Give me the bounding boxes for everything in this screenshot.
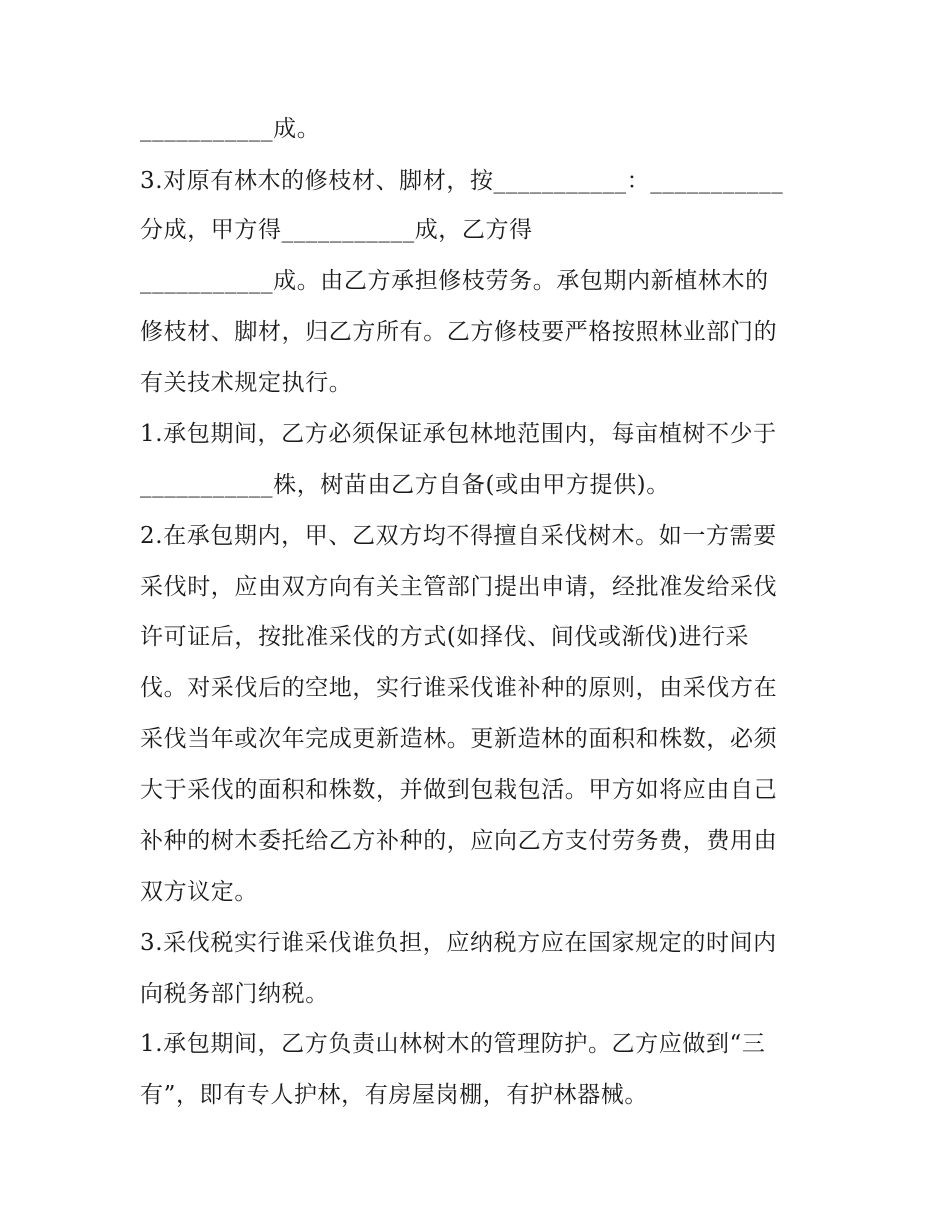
text-line: 大于采伐的面积和株数，并做到包栽包活。甲方如将应由自己 [140, 777, 778, 803]
text-line: 双方议定。 [140, 879, 258, 905]
text-line: 伐。对采伐后的空地，实行谁采伐谁补种的原则，由采伐方在 [140, 675, 778, 701]
text-line: 1.承包期间，乙方负责山林树木的管理防护。乙方应做到“三 [140, 1031, 766, 1057]
text-line: 2.在承包期内，甲、乙双方均不得擅自采伐树木。如一方需要 [140, 523, 777, 549]
text-line: 向税务部门纳税。 [140, 981, 329, 1007]
text-line: 补种的树木委托给乙方补种的，应向乙方支付劳务费，费用由 [140, 828, 778, 854]
text-line: 分成，甲方得___________成，乙方得 [140, 217, 533, 243]
text-line: 有”，即有专人护林，有房屋岗棚，有护林器械。 [140, 1082, 648, 1108]
text-line: 1.承包期间，乙方必须保证承包林地范围内，每亩植树不少于 [140, 421, 777, 447]
text-line: 修枝材、脚材，归乙方所有。乙方修枝要严格按照林业部门的 [140, 319, 778, 345]
text-line: 3.采伐税实行谁采伐谁负担，应纳税方应在国家规定的时间内 [140, 930, 777, 956]
text-line: ___________成。由乙方承担修枝劳务。承包期内新植林木的 [140, 268, 769, 294]
text-line: 有关技术规定执行。 [140, 370, 353, 396]
text-line: 3.对原有林木的修枝材、脚材，按___________：___________ [140, 168, 784, 194]
text-line: 许可证后，按批准采伐的方式(如择伐、间伐或渐伐)进行采 [140, 624, 750, 650]
text-line: ___________成。 [140, 116, 321, 142]
text-line: ___________株，树苗由乙方自备(或由甲方提供)。 [140, 472, 670, 498]
text-line: 采伐时，应由双方向有关主管部门提出申请，经批准发给采伐 [140, 574, 778, 600]
text-line: 采伐当年或次年完成更新造林。更新造林的面积和株数，必须 [140, 726, 778, 752]
